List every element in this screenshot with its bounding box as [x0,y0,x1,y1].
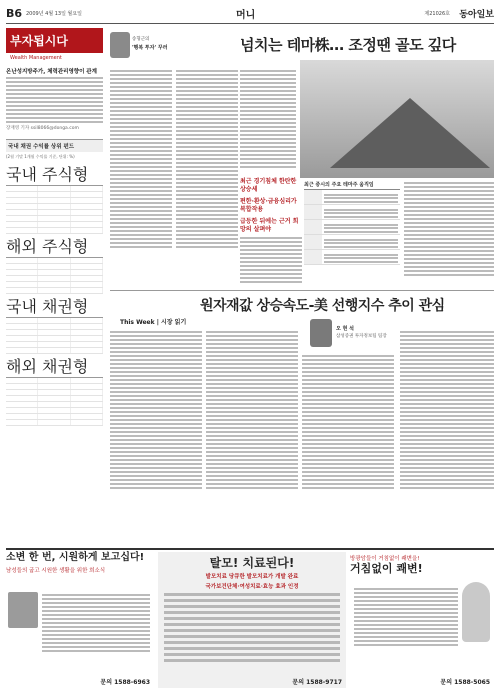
sidebar-headline: 온난성지방주가, 체력관리영향이 관계 [6,69,97,75]
columnist-name: 송형근의 [132,37,150,42]
page-header [6,4,494,24]
category-label: 해외 주식형 [6,237,89,256]
article-theme-stocks [110,28,494,286]
issue-number: 제21026호 [424,11,450,17]
sidebar-subtitle: Wealth Management [10,55,62,61]
illustration [300,60,494,178]
article-body-column [110,329,202,491]
theme-stock-table [304,180,400,265]
author-title: 삼성증권 투자정보팀 팀장 [336,334,387,339]
ad-subtitle: 국가보건단체·여성치료·효능 효과 인정 [205,584,299,591]
author-name: 오 현 석 [336,326,354,332]
category-label: 국내 채권형 [6,297,89,316]
fund-table [6,317,103,354]
article-body-column [206,329,298,491]
author-photo [310,319,332,347]
ad-photo [8,592,38,628]
ad-title: 거침없이 쾌변! [350,562,423,575]
pull-quote [240,178,302,285]
fund-table [6,185,103,234]
columnist-photo [110,32,130,58]
ad-hairloss [158,552,346,688]
fund-table-title: 국내 채권 수익률 상위 펀드 [6,139,103,152]
advertisement-strip [6,548,494,688]
issue-date: 2009년 4월 13일 월요일 [26,11,83,17]
ad-title: 탈모! 치료된다! [209,556,295,570]
ad-subtitle: 방광암들이 거침없이 쾌변을! [350,556,420,562]
article-body-column [404,180,494,278]
quote-line: 최근 경기침체 한탄한 상승세 [240,178,297,194]
newspaper-logo: 동아일보 [459,10,494,20]
ad-phone: 문의 1588-5065 [440,679,490,686]
ad-title: 소변 한 번, 시원하게 보고십다! [6,552,145,563]
ad-body [42,592,150,654]
article-body-column [110,68,172,250]
sidebar-title: 부자됩시다 [6,28,103,53]
fund-table [6,377,103,426]
ad-urology [6,552,154,688]
ad-photo [462,582,490,642]
ad-subtitle: 남성들의 굽고 시원한 생활을 위한 희소식 [6,568,106,574]
ad-body [354,586,458,648]
ad-constipation [350,552,494,688]
sidebar [6,28,103,540]
mountain-graphic [330,98,490,168]
article-body-column [400,329,494,491]
ad-red-line: 발모치료 당큐한 발모치료가 개발 완료 [205,574,299,581]
quote-line: 급등한 뒤에는 근거 희망의 살펴야 [240,217,299,233]
sidebar-body [6,77,103,123]
article-body-column [240,68,296,170]
section-title: 머니 [236,10,256,21]
article-headline: 넘치는 테마株… 조정땐 골도 깊다 [240,36,456,54]
article-body-column [302,353,394,491]
columnist-profile [110,28,170,62]
sidebar-byline: 장재영 기자 ssil8066@donga.com [6,126,79,131]
fund-table [6,257,103,294]
article-headline: 원자재값 상승속도-美 선행지수 추이 관심 [200,298,445,314]
article-body-column [176,68,238,250]
category-label: 해외 채권형 [6,357,89,376]
column-title: '행복 투자' 꾸러 [132,45,168,51]
ad-phone: 문의 1588-9717 [292,679,342,686]
page-number: B6 [6,7,23,20]
article-commodities [110,290,494,540]
table-title: 최근 증시의 주요 테마주 움직임 [304,180,400,190]
category-label: 국내 주식형 [6,165,89,184]
quote-line: 편한·환상·금융심리가 복합작용 [240,197,297,214]
ad-phone: 문의 1588-6963 [100,679,150,686]
column-label: This Week | 시장 읽기 [120,319,187,326]
fund-table-note: (2월 기말 1개월 수익률 기준, 단위: %) [6,154,75,159]
